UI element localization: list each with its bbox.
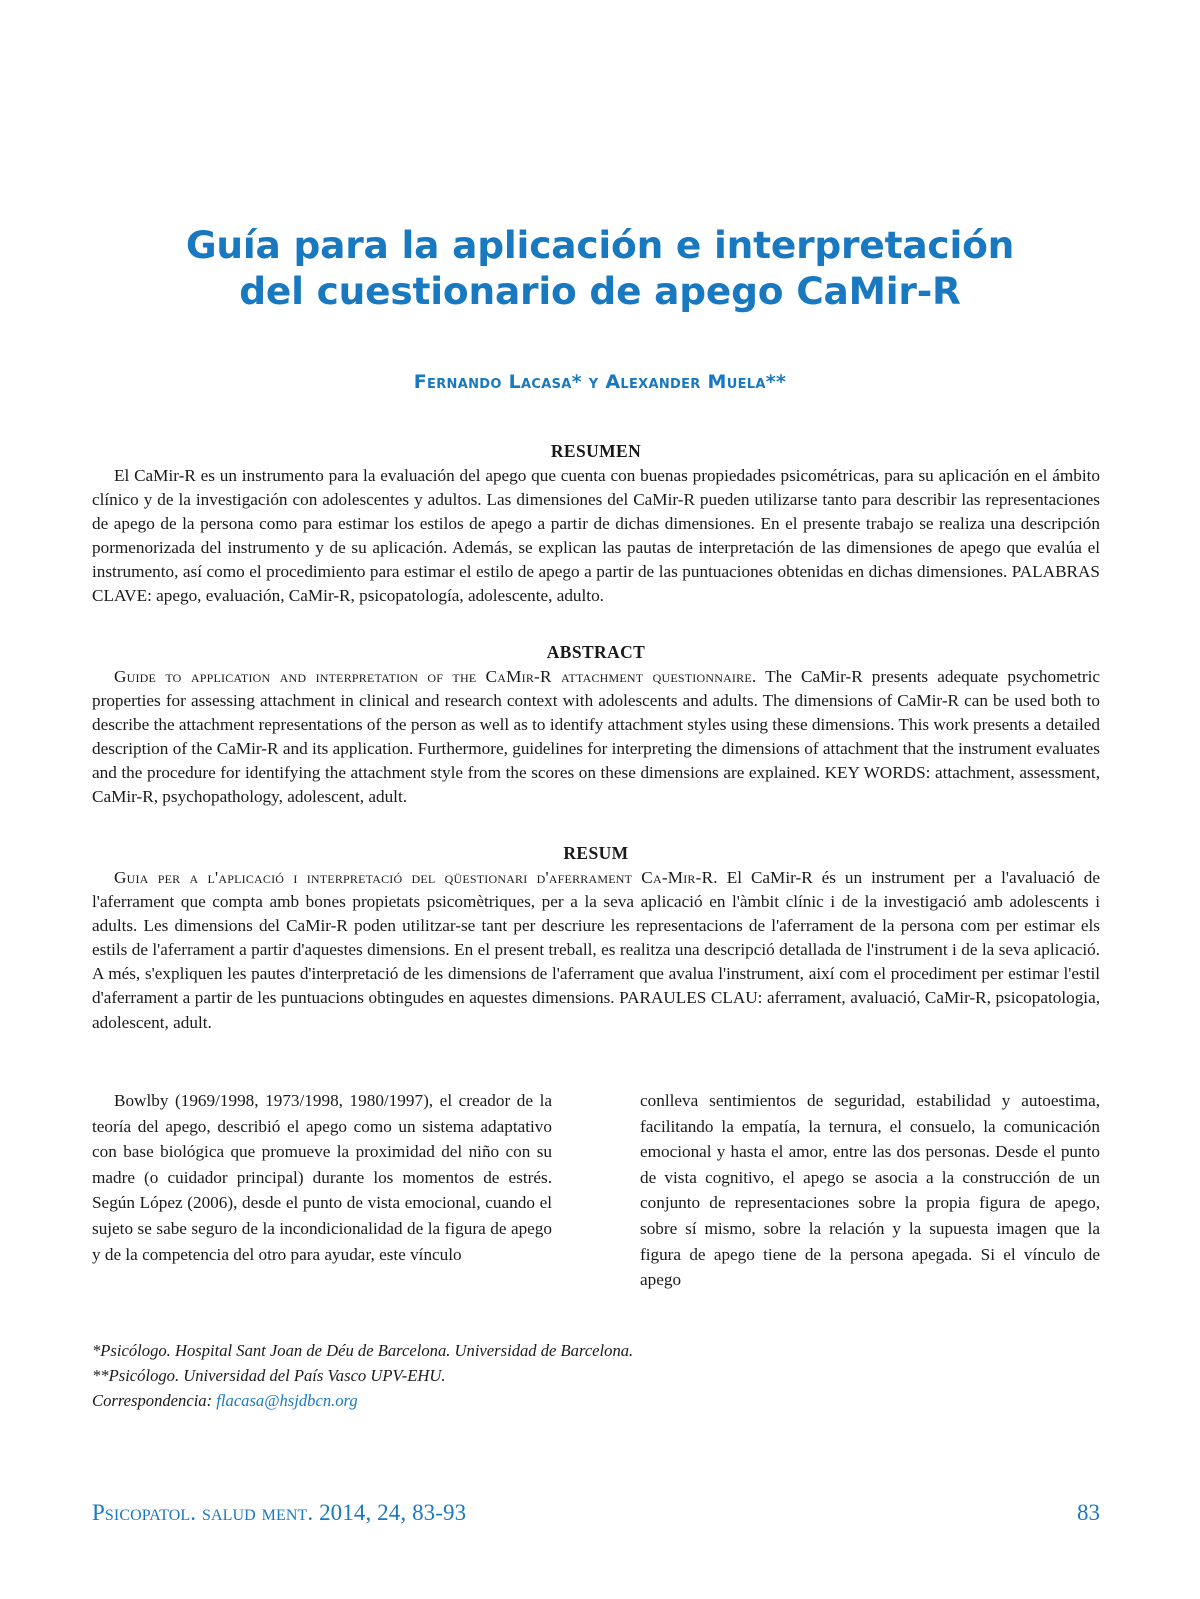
resum-lead-smallcaps: Guia per a l'aplicació i interpretació del qüestionari d'aferrament Ca-Mir-R. — [114, 868, 718, 887]
resumen-section — [92, 440, 1100, 609]
title-line-2: del cuestionario de apego CaMir-R — [239, 269, 961, 313]
body-columns — [92, 1088, 1100, 1313]
title-line-1: Guía para la aplicación e interpretación — [185, 223, 1015, 267]
footnote-1: *Psicólogo. Hospital Sant Joan de Déu de Barcelona. Universidad de Barcelona. — [92, 1341, 634, 1360]
page-title — [150, 222, 1050, 314]
correspondence-label: Correspondencia: — [92, 1391, 217, 1410]
abstract-lead-smallcaps: Guide to application and interpretation of the CaMir-R attachment questionnaire. — [114, 667, 757, 686]
footer-page-number: 83 — [1077, 1500, 1100, 1525]
footer-citation: Psicopatol. salud ment. 2014, 24, 83-93 — [92, 1500, 467, 1525]
resum-body — [92, 866, 1100, 1035]
authors-line: Fernando Lacasa* y Alexander Muela** — [413, 371, 787, 393]
resumen-heading: RESUMEN — [550, 441, 642, 461]
footnote-correspondence — [92, 1388, 892, 1413]
resum-body-text: El CaMir-R és un instrument per a l'avaluació de l'aferrament que compta amb bones propietats psicomètriques, per a la seva aplicació en l'àmbit clínic i de la investigació amb adolescents i adults. Les dimensions del CaMir-R poden utilitzar-se tant per descriure les representacions de l'aferrament de la persona com per estimar els estils de l'aferrament a partir d'aquestes dimensions. En el present treball, es realitza una descripció detallada de l'instrument i de la seva aplicació. A més, s'expliquen les pautes d'interpretació de les dimensions de l'aferrament que avalua l'instrument, així com el procediment per estimar l'estil d'aferrament a partir de les puntuacions obtingudes en aquestes dimensions. PARAULES CLAU: aferrament, avaluació, CaMir-R, psicopatologia, adolescent, adult. — [92, 868, 1101, 1032]
body-column-left — [92, 1088, 552, 1267]
footnotes — [92, 1338, 892, 1413]
abstract-section — [92, 641, 1100, 810]
abstract-body — [92, 665, 1100, 810]
resum-section — [92, 842, 1100, 1035]
abstract-body-text: The CaMir-R presents adequate psychometric properties for assessing attachment in clinical and research context with adolescents and adults. The dimensions of CaMir-R can be used both to describe the attachment representations of the person as well as to identify attachment styles using these dimensions. This work presents a detailed description of the CaMir-R and its application. Furthermore, guidelines for interpreting the dimensions of attachment that the instrument evaluates and the procedure for identifying the attachment style from the scores on these dimensions are explained. KEY WORDS: attachment, assessment, CaMir-R, psychopathology, adolescent, adult. — [92, 667, 1100, 807]
resum-heading: RESUM — [563, 843, 629, 863]
abstract-heading: ABSTRACT — [546, 642, 646, 662]
resumen-body: El CaMir-R es un instrumento para la evaluación del apego que cuenta con buenas propiedades psicométricas, para su aplicación en el ámbito clínico y de la investigación con adolescentes y adultos. Las dimensiones del CaMir-R pueden utilizarse tanto para describir las representaciones de apego de la persona como para estimar los estilos de apego a partir de dichas dimensiones. En el presente trabajo se realiza una descripción pormenorizada del instrumento y de su aplicación. Además, se explican las pautas de interpretación de las dimensiones de apego que evalúa el instrumento, así como el procedimiento para estimar el estilo de apego a partir de las puntuaciones obtenidas en dichas dimensiones. PALABRAS CLAVE: apego, evaluación, CaMir-R, psicopatología, adolescente, adulto. — [92, 466, 1100, 606]
body-column-right — [640, 1088, 1100, 1293]
correspondence-email-link[interactable]: flacasa@hsjdbcn.org — [216, 1391, 358, 1410]
footnote-2: **Psicólogo. Universidad del País Vasco UPV-EHU. — [92, 1366, 446, 1385]
body-paragraph-right: conlleva sentimientos de seguridad, estabilidad y autoestima, facilitando la empatía, la ternura, el consuelo, la comunicación emocional y hasta el amor, entre las dos personas. Desde el punto de vista cognitivo, el apego se asocia a la construcción de un conjunto de representaciones sobre la propia figura de apego, sobre sí mismo, sobre la relación y la supuesta imagen que la figura de apego tiene de la persona apegada. Si el vínculo de apego — [640, 1091, 1100, 1290]
body-paragraph-left: Bowlby (1969/1998, 1973/1998, 1980/1997), el creador de la teoría del apego, describió el apego como un sistema adaptativo con base biológica que promueve la proximidad del niño con su madre (o cuidador principal) durante los momentos de estrés. Según López (2006), desde el punto de vista emocional, cuando el sujeto se sabe seguro de la incondicionalidad de la figura de apego y de la competencia del otro para ayudar, este vínculo — [92, 1091, 552, 1264]
